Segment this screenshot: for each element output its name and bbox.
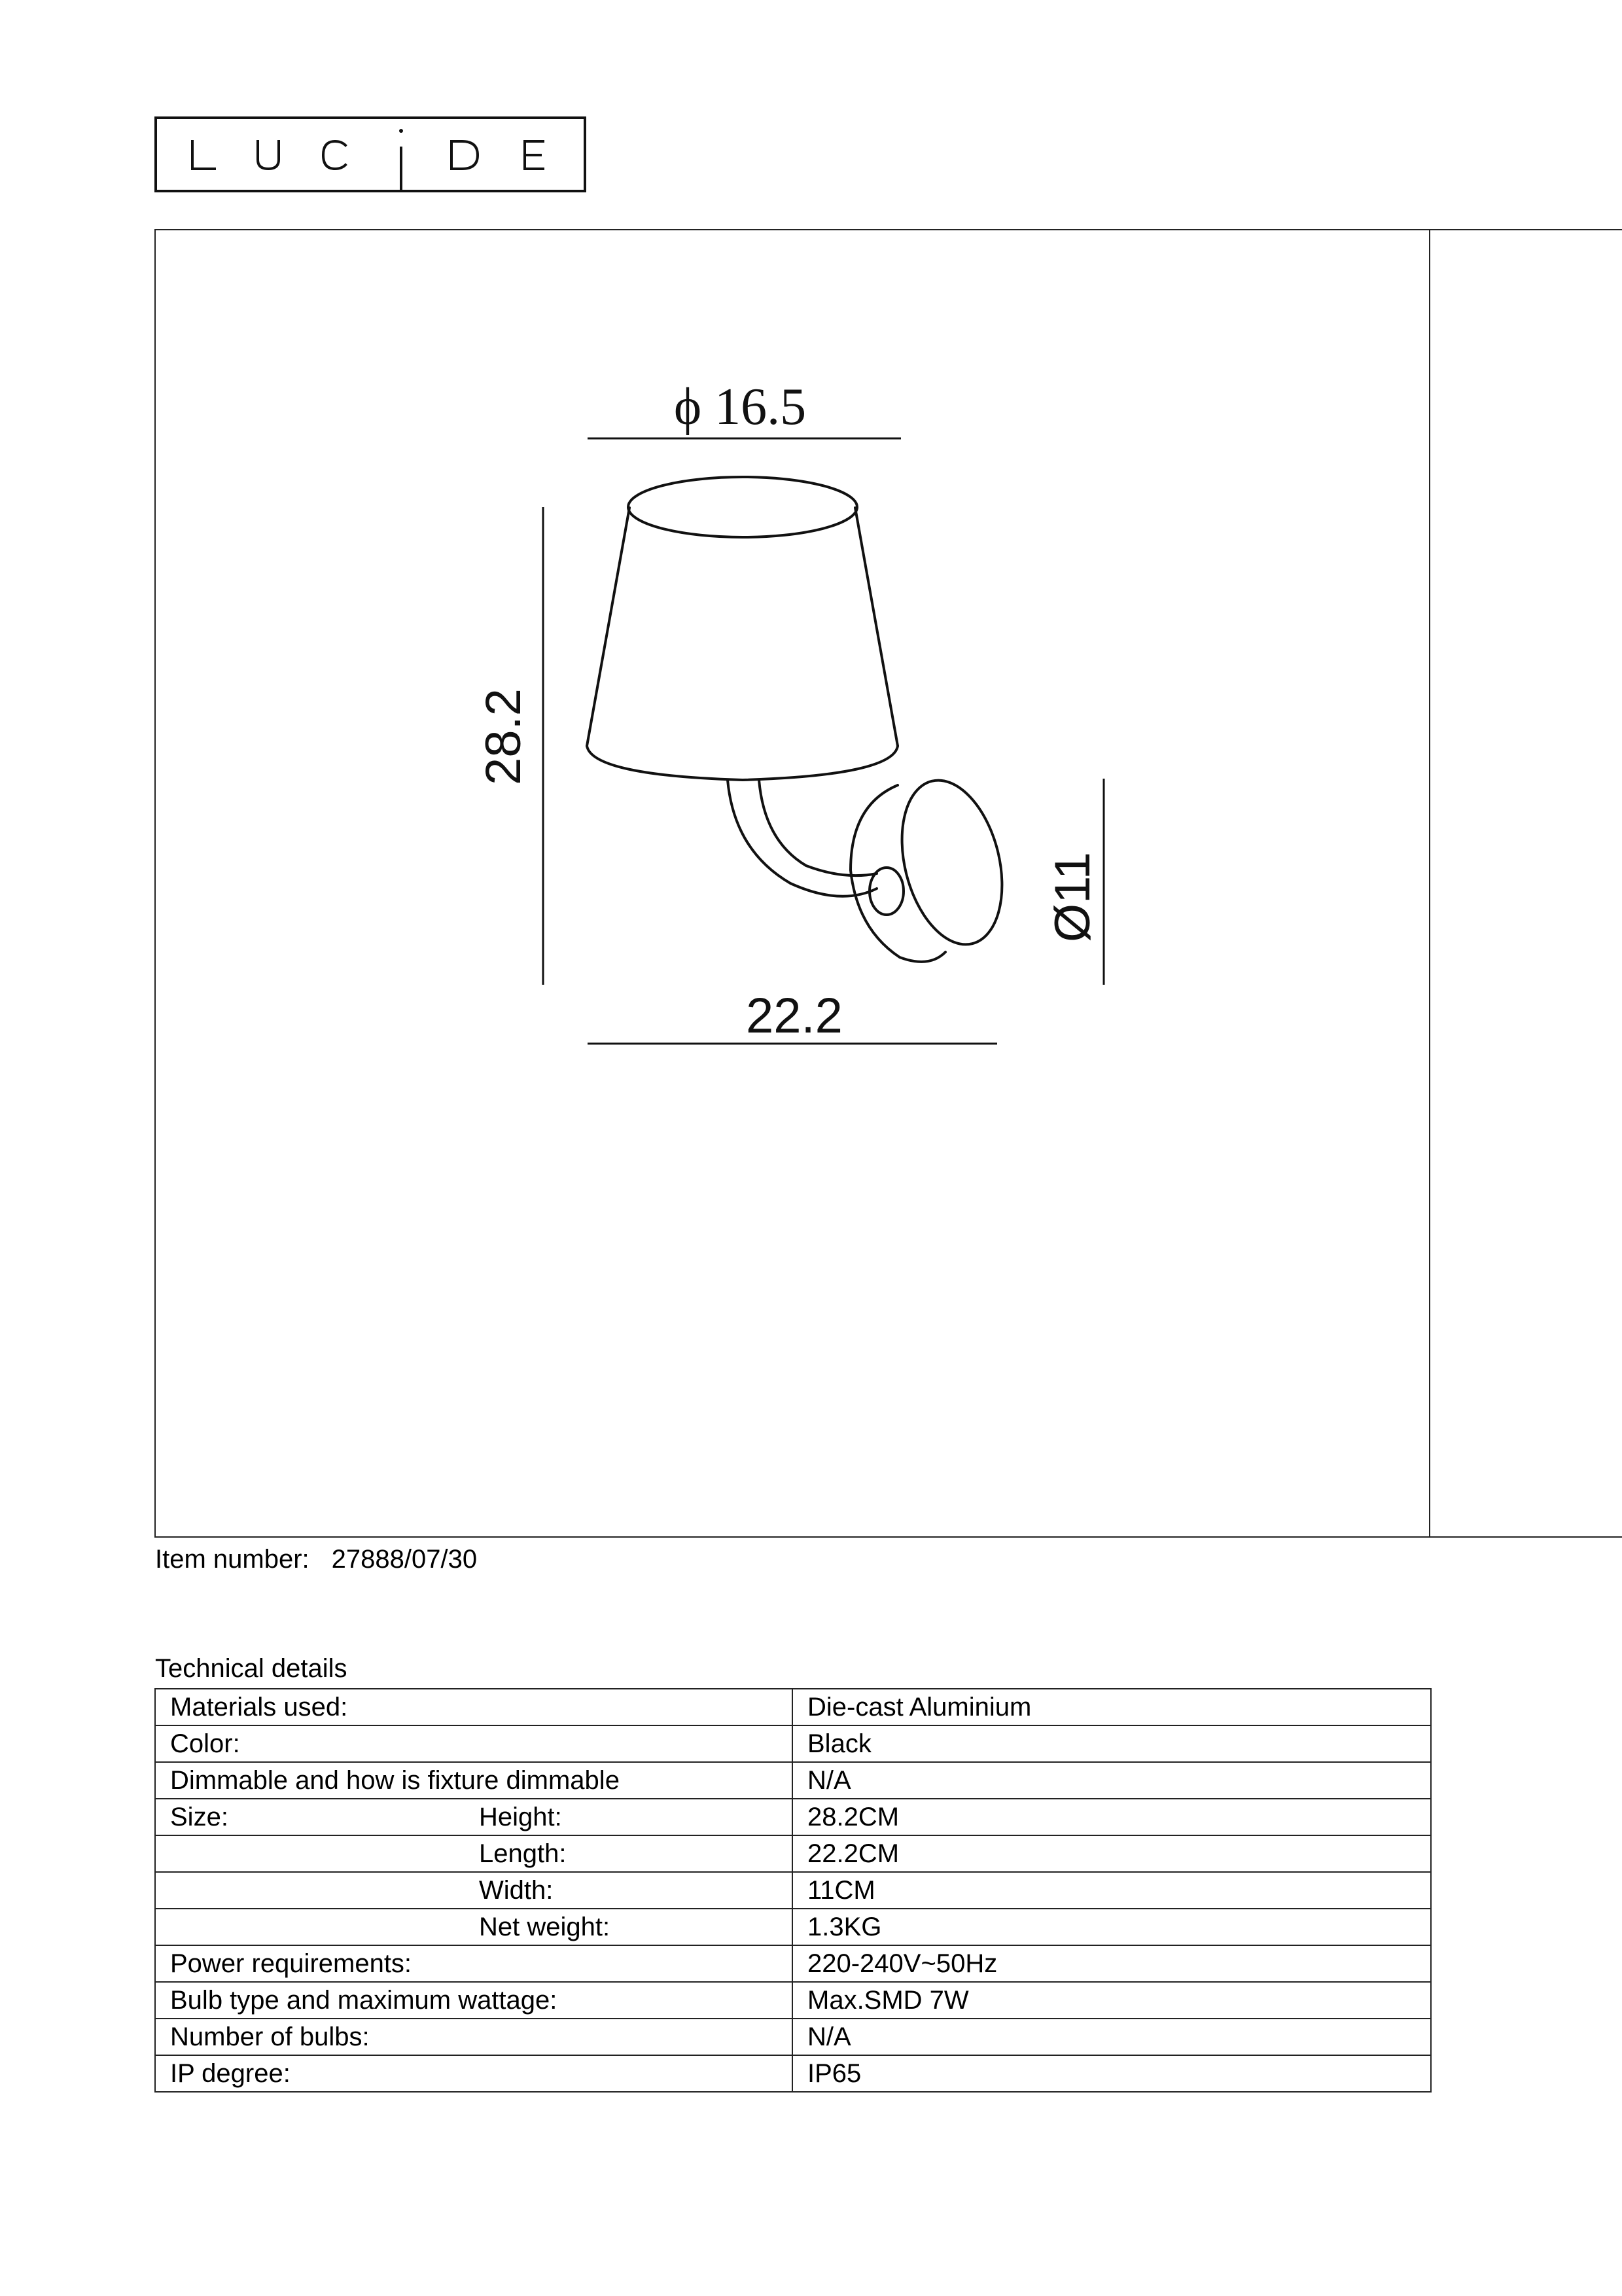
row-label: IP degree: bbox=[170, 2059, 291, 2088]
row-label-cell bbox=[155, 1872, 792, 1909]
dim-height-label: 28.2 bbox=[476, 688, 531, 785]
technical-details-title: Technical details bbox=[155, 1654, 347, 1683]
row-sub-label: Length: bbox=[479, 1839, 567, 1868]
row-label: Power requirements: bbox=[170, 1949, 412, 1978]
row-value: IP65 bbox=[792, 2055, 1431, 2092]
dim-length-label: 22.2 bbox=[746, 988, 843, 1044]
row-value: 22.2CM bbox=[792, 1835, 1431, 1872]
lucide-logo bbox=[154, 116, 586, 192]
table-row bbox=[155, 2055, 1431, 2092]
table-row bbox=[155, 1725, 1431, 1762]
item-number-value: 27888/07/30 bbox=[331, 1545, 478, 1574]
table-row bbox=[155, 1689, 1431, 1725]
row-value: 220-240V~50Hz bbox=[792, 1945, 1431, 1982]
row-label: Bulb type and maximum wattage: bbox=[170, 1986, 557, 2015]
row-label-cell bbox=[155, 1762, 792, 1799]
frame-bottom-extension bbox=[1429, 1536, 1622, 1538]
row-value: Black bbox=[792, 1725, 1431, 1762]
technical-details-table bbox=[154, 1688, 1432, 2093]
row-value: N/A bbox=[792, 1762, 1431, 1799]
table-row bbox=[155, 2019, 1431, 2055]
row-label-cell bbox=[155, 1835, 792, 1872]
dim-base-label: Ø11 bbox=[1045, 851, 1101, 942]
frame-top-extension bbox=[1429, 229, 1622, 230]
row-value: 11CM bbox=[792, 1872, 1431, 1909]
row-label-cell bbox=[155, 1909, 792, 1945]
table-row bbox=[155, 1762, 1431, 1799]
row-value: 28.2CM bbox=[792, 1799, 1431, 1835]
table-row bbox=[155, 1982, 1431, 2019]
row-label: Materials used: bbox=[170, 1693, 348, 1722]
row-label-cell bbox=[155, 1945, 792, 1982]
row-label-cell bbox=[155, 2019, 792, 2055]
row-label-cell bbox=[155, 1689, 792, 1725]
row-sub-label: Height: bbox=[479, 1803, 562, 1831]
row-sub-label: Net weight: bbox=[479, 1913, 610, 1941]
row-label: Color: bbox=[170, 1729, 240, 1758]
row-sub-label: Width: bbox=[479, 1876, 554, 1905]
row-label-cell bbox=[155, 1799, 792, 1835]
table-row bbox=[155, 1799, 1431, 1835]
item-number bbox=[155, 1546, 477, 1572]
row-value: N/A bbox=[792, 2019, 1431, 2055]
table-row bbox=[155, 1872, 1431, 1909]
row-value: 1.3KG bbox=[792, 1909, 1431, 1945]
table-row bbox=[155, 1835, 1431, 1872]
row-label: Size: bbox=[170, 1803, 228, 1831]
row-label: Number of bulbs: bbox=[170, 2022, 370, 2051]
row-label-cell bbox=[155, 2055, 792, 2092]
row-value: Die-cast Aluminium bbox=[792, 1689, 1431, 1725]
frame-divider bbox=[1429, 229, 1430, 1538]
row-label: Dimmable and how is fixture dimmable bbox=[170, 1766, 620, 1795]
dim-diameter-label: ϕ 16.5 bbox=[674, 378, 807, 436]
row-value: Max.SMD 7W bbox=[792, 1982, 1431, 2019]
item-number-label: Item number: bbox=[155, 1545, 309, 1574]
table-row bbox=[155, 1909, 1431, 1945]
table-row bbox=[155, 1945, 1431, 1982]
row-label-cell bbox=[155, 1982, 792, 2019]
drawing-frame bbox=[154, 229, 1430, 1538]
row-label-cell bbox=[155, 1725, 792, 1762]
